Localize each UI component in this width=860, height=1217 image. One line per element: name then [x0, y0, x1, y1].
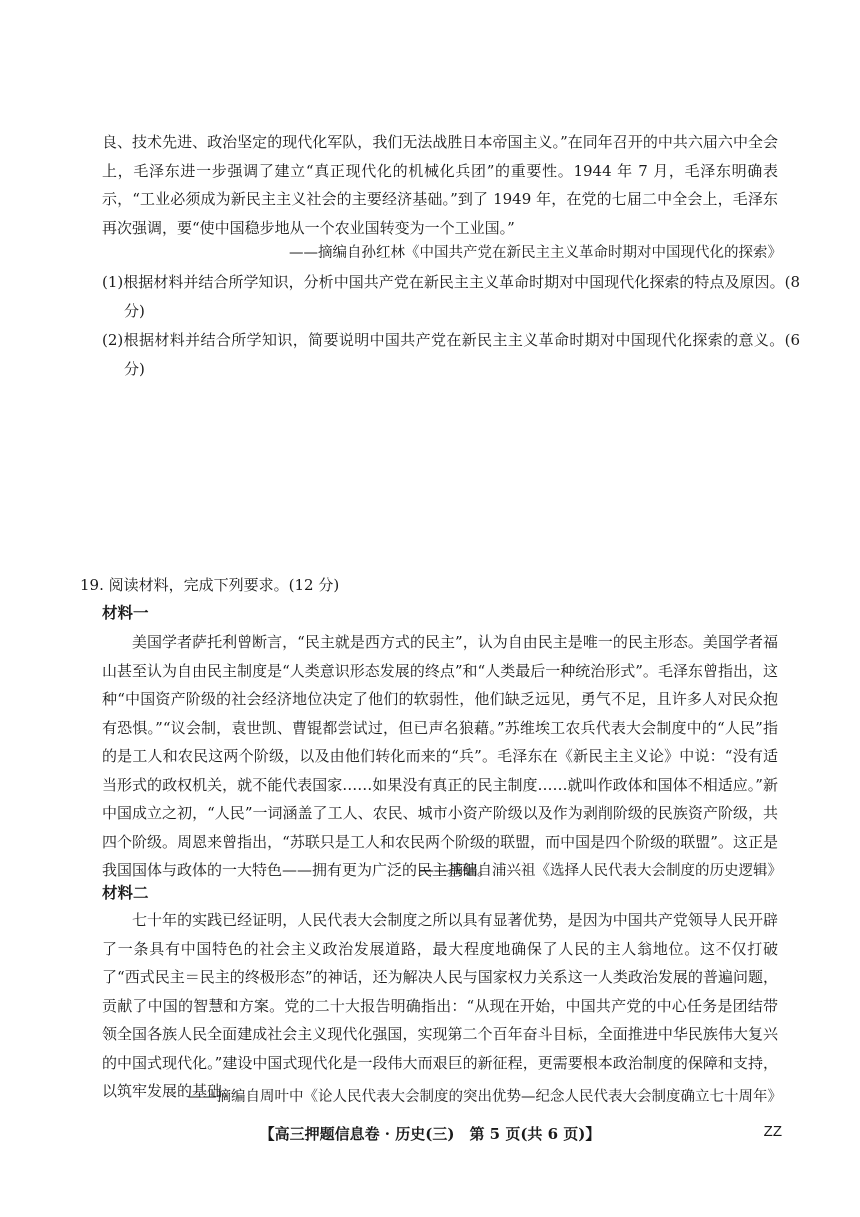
material-1-label: 材料一 — [102, 603, 149, 622]
page-footer: 【高三押题信息卷 · 历史(三) 第 5 页(共 6 页)】 — [259, 1125, 601, 1143]
question-18-1: (1)根据材料并结合所学知识，分析中国共产党在新民主主义革命时期对中国现代化探索的特点及原因。(8 分) — [102, 273, 800, 320]
material-2-text: 七十年的实践已经证明，人民代表大会制度之所以具有显著优势，是因为中国共产党领导人民开辟了一条具有中国特色的社会主义政治发展道路，最大程度地确保了人民的主人翁地位。这不仅打破了“西式民主＝民主的终极形态”的神话，还为解决人民与国家权力关系这一人类政治发展的普遍问题，贡献了中国的智慧和方案。党的二十大报告明确指出：“从现在开始，中国共产党的中心任务是团结带领全国各族人民全面建成社会主义现代化强国，实现第二个百年奋斗目标，全面推进中华民族伟大复兴的中国式现代化。”建设中国式现代化是一段伟大而艰巨的新征程，更需要根本政治制度的保障和支持，以筑牢发展的基础。 — [102, 911, 778, 1100]
question-18-2: (2)根据材料并结合所学知识，简要说明中国共产党在新民主主义革命时期对中国现代化探索的意义。(6 分) — [102, 331, 800, 378]
question-19-title: 19. 阅读材料，完成下列要求。(12 分) — [80, 576, 340, 594]
material-2-source: ——摘编自周叶中《论人民代表大会制度的突出优势—纪念人民代表大会制度确立七十周年》 — [187, 1089, 782, 1105]
footer-code: ZZ — [763, 1123, 782, 1140]
top-passage: 良、技术先进、政治坚定的现代化军队，我们无法战胜日本帝国主义。”在同年召开的中共六届六中全会上，毛泽东进一步强调了建立“真正现代化的机械化兵团”的重要性。1944 年 7 月，毛泽东明确表示，“工业必须成为新民主主义社会的主要经济基础。”到了 1949 年，在党的七届二中全会上，毛泽东再次强调，要“使中国稳步地从一个农业国转变为一个工业国。” — [102, 133, 778, 237]
top-source: ——摘编自孙红林《中国共产党在新民主主义革命时期对中国现代化的探索》 — [289, 245, 782, 261]
material-1-text: 美国学者萨托利曾断言，“民主就是西方式的民主”，认为自由民主是唯一的民主形态。美国学者福山甚至认为自由民主制度是“人类意识形态发展的终点”和“人类最后一种统治形式”。毛泽东曾指出，这种“中国资产阶级的社会经济地位决定了他们的软弱性，他们缺乏远见，勇气不足，且许多人对民众抱有恐惧。”“议会制，袁世凯、曹锟都尝试过，但已声名狼藉。”苏维埃工农兵代表大会制度中的“人民”指的是工人和农民这两个阶级，以及由他们转化而来的“兵”。毛泽东在《新民主主义论》中说：“没有适当形式的政权机关，就不能代表国家……如果没有真正的民主制度……就叫作政体和国体不相适应。”新中国成立之初，“人民”一词涵盖了工人、农民、城市小资产阶级以及作为剥削阶级的民族资产阶级，共四个阶级。周恩来曾指出，“苏联只是工人和农民两个阶级的联盟，而中国是四个阶级的联盟”。这正是我国国体与政体的一大特色——拥有更为广泛的民主基础。 — [102, 633, 778, 879]
material-1-source: ——摘编自浦兴祖《选择人民代表大会制度的历史逻辑》 — [419, 863, 782, 879]
material-2-label: 材料二 — [102, 883, 149, 902]
